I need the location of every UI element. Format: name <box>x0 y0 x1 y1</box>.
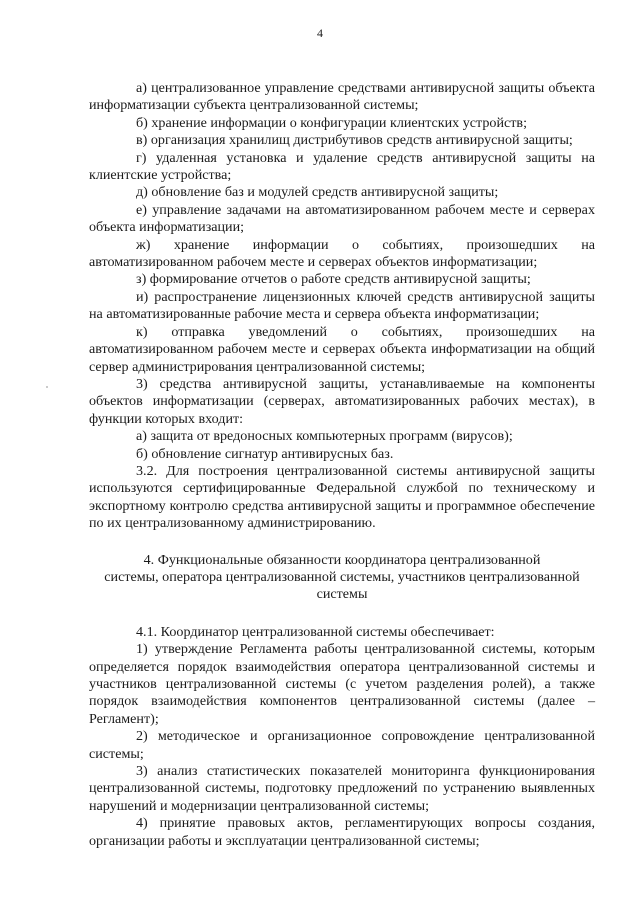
list-item-a: а) централизованное управление средствами антивирусной защиты объекта информатизации субъекта централизованной системы; <box>89 80 595 114</box>
list-item-k: к) отправка уведомлений о событиях, произошедших на автоматизированном рабочем месте и серверах объекта информатизации на общий сервер администрирования централизованной системы; <box>89 323 595 375</box>
clause-4-1: 4.1. Координатор централизованной системы обеспечивает: <box>136 623 495 640</box>
list-item-zh: ж) хранение информации о событиях, произошедших на автоматизированном рабочем месте и серверах объектов информатизации; <box>89 236 595 271</box>
duty-item-4: 4) принятие правовых актов, регламентирующих вопросы создания, организации работы и эксплуатации централизованной системы; <box>89 815 595 849</box>
page-number: 4 <box>317 26 323 40</box>
list-item-b: б) хранение информации о конфигурации клиентских устройств; <box>136 114 527 131</box>
list-item-g: г) удаленная установка и удаление средств антивирусной защиты на клиентские устройства; <box>89 149 595 184</box>
section-heading <box>89 552 595 604</box>
sub-item-b: б) обновление сигнатур антивирусных баз. <box>136 445 394 462</box>
list-item-3: 3) средства антивирусной защиты, устанавливаемые на компоненты объектов информатизации (серверах, автоматизированных рабочих местах), в функции которых входит: <box>89 375 595 427</box>
duty-item-2: 2) методическое и организационное сопровождение централизованной системы; <box>89 728 595 762</box>
document-body <box>89 80 595 850</box>
list-item-d: д) обновление баз и модулей средств антивирусной защиты; <box>136 184 499 201</box>
section-heading-line: системы, оператора централизованной системы, участников централизованной <box>104 568 580 585</box>
list-item-e: е) управление задачами на автоматизированном рабочем месте и серверах объекта информатизации; <box>89 201 595 236</box>
sub-item-a: а) защита от вредоносных компьютерных программ (вирусов); <box>136 428 513 445</box>
margin-speck <box>46 386 48 388</box>
section-heading-line: системы <box>316 586 368 603</box>
clause-3-2: 3.2. Для построения централизованной системы антивирусной защиты используются сертифицированные Федеральной службой по техническому и экспортному контролю средства антивирусной защиты и программное обеспечение по их централизованному администрированию. <box>89 462 595 532</box>
list-item-v: в) организация хранилищ дистрибутивов средств антивирусной защиты; <box>136 132 573 149</box>
section-heading-line: 4. Функциональные обязанности координатора централизованной <box>143 551 541 568</box>
duty-item-1: 1) утверждение Регламента работы централизованной системы, которым определяется порядок взаимодействия оператора централизованной системы и участников централизованной системы (с учетом разделения ролей), а также порядок взаимодействия компонентов централизованной системы (далее – Регламент); <box>89 641 595 727</box>
list-item-i: и) распространение лицензионных ключей средств антивирусной защиты на автоматизированные рабочие места и сервера объекта информатизации; <box>89 288 595 323</box>
list-item-z: з) формирование отчетов о работе средств антивирусной защиты; <box>136 271 531 288</box>
duty-item-3: 3) анализ статистических показателей мониторинга функционирования централизованной системы, подготовку предложений по устранению выявленных нарушений и модернизации централизованной системы; <box>89 763 595 814</box>
